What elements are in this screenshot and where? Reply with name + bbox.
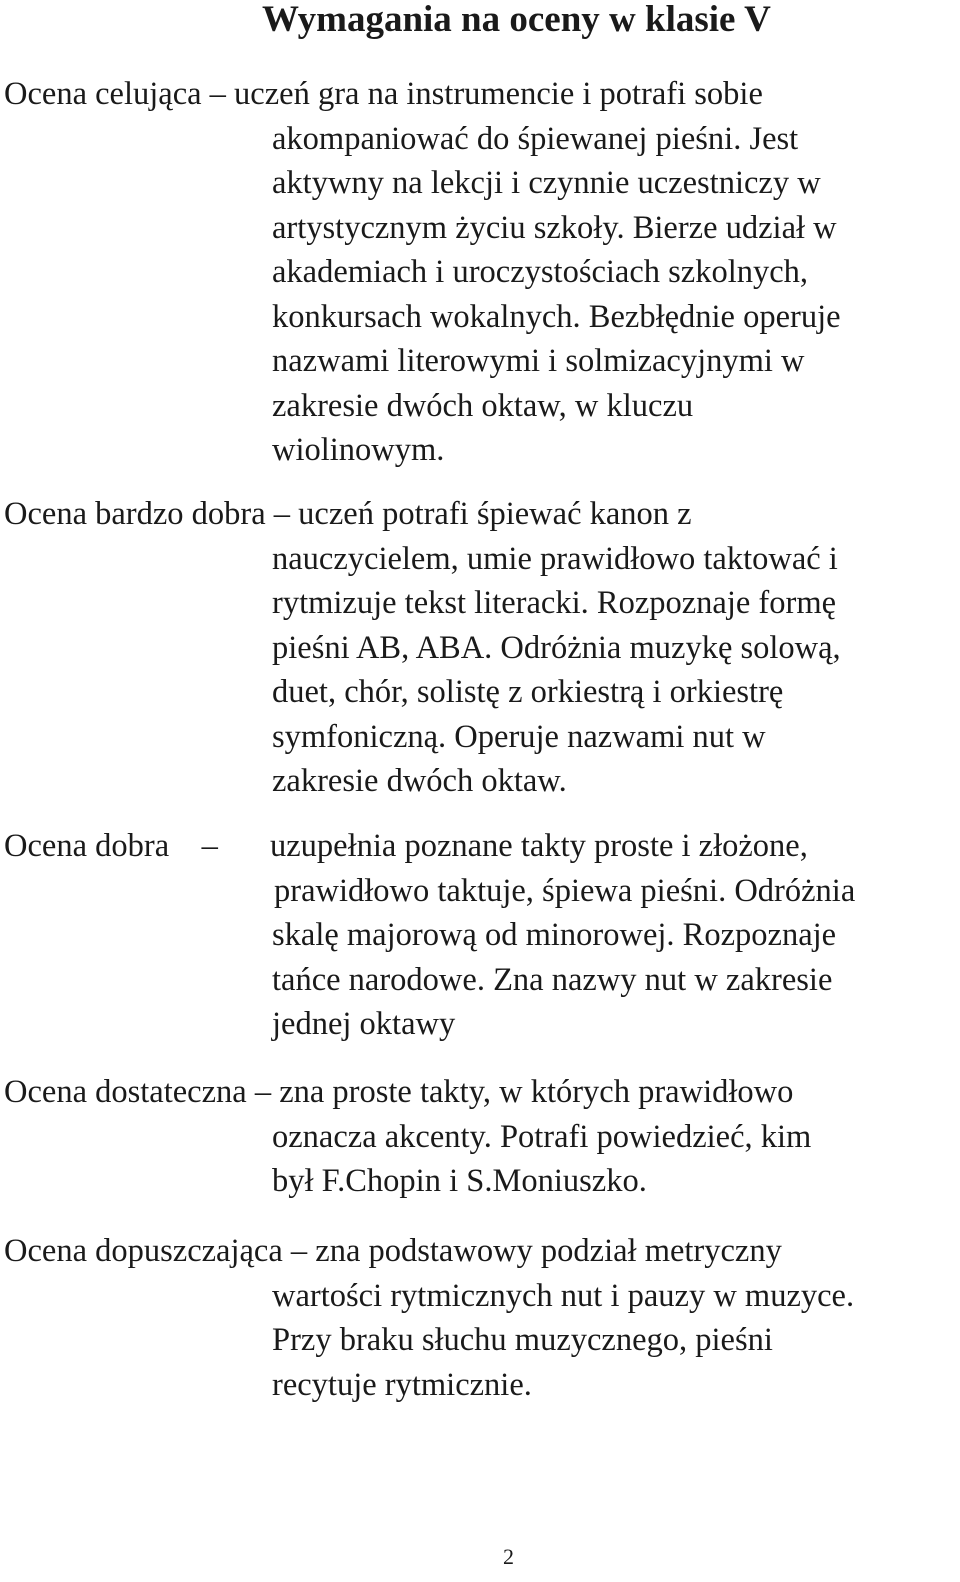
entry-line: Ocena celująca – uczeń gra na instrumencie i potrafi sobie [4,76,763,112]
grade-entry-dopuszczajaca [4,1229,956,1407]
entry-line: Przy braku słuchu muzycznego, pieśni [272,1322,773,1358]
entry-line [4,824,956,869]
grade-entry-celujaca [4,72,956,473]
entry-line: duet, chór, solistę z orkiestrą i orkiestrę [272,674,784,710]
entry-line: skalę majorową od minorowej. Rozpoznaje [272,917,837,953]
entry-line: akademiach i uroczystościach szkolnych, [272,254,809,290]
entry-line: artystycznym życiu szkoły. Bierze udział w [272,209,837,246]
entry-line: oznacza akcenty. Potrafi powiedzieć, kim [272,1118,812,1155]
entry-line: nauczycielem, umie prawidłowo taktować i [272,540,838,577]
entry-line: zakresie dwóch oktaw, w kluczu [272,387,694,424]
entry-line: Ocena dostateczna – zna proste takty, w których prawidłowo [4,1074,794,1110]
entry-line: akompaniować do śpiewanej pieśni. Jest [272,120,799,157]
entry-line: nazwami literowymi i solmizacyjnymi w [272,343,805,379]
grade-entry-dostateczna [4,1070,956,1204]
entry-line: tańce narodowe. Zna nazwy nut w zakresie [272,961,833,998]
entry-line: rytmizuje tekst literacki. Rozpoznaje formę [272,585,837,621]
entry-line: zakresie dwóch oktaw. [272,763,567,799]
entry-line: pieśni AB, ABA. Odróżnia muzykę solową, [272,629,841,666]
entry-line: Ocena dopuszczająca – zna podstawowy podział metryczny [4,1233,782,1269]
page-number: 2 [503,1544,514,1569]
grade-entry-dobra [4,824,956,1047]
entry-line-text: uzupełnia poznane takty proste i złożone, [270,828,808,864]
entry-line: wartości rytmicznych nut i pauzy w muzyce. [272,1277,855,1314]
entry-line: recytuje rytmicznie. [272,1366,532,1403]
entry-line: był F.Chopin i S.Moniuszko. [272,1163,647,1199]
entry-line: jednej oktawy [272,1006,456,1042]
entry-line: symfoniczną. Operuje nazwami nut w [272,718,766,755]
entry-line: konkursach wokalnych. Bezbłędnie operuje [272,298,841,335]
entry-line: prawidłowo taktuje, śpiewa pieśni. Odróżnia [274,872,856,909]
grade-label: Ocena dobra – [4,828,218,864]
entry-line: aktywny na lekcji i czynnie uczestniczy w [272,165,821,201]
entry-line: wiolinowym. [272,432,445,468]
document-title: Wymagania na oceny w klasie V [262,0,771,40]
entry-line: Ocena bardzo dobra – uczeń potrafi śpiewać kanon z [4,496,692,532]
grade-entry-bardzo-dobra [4,492,956,804]
